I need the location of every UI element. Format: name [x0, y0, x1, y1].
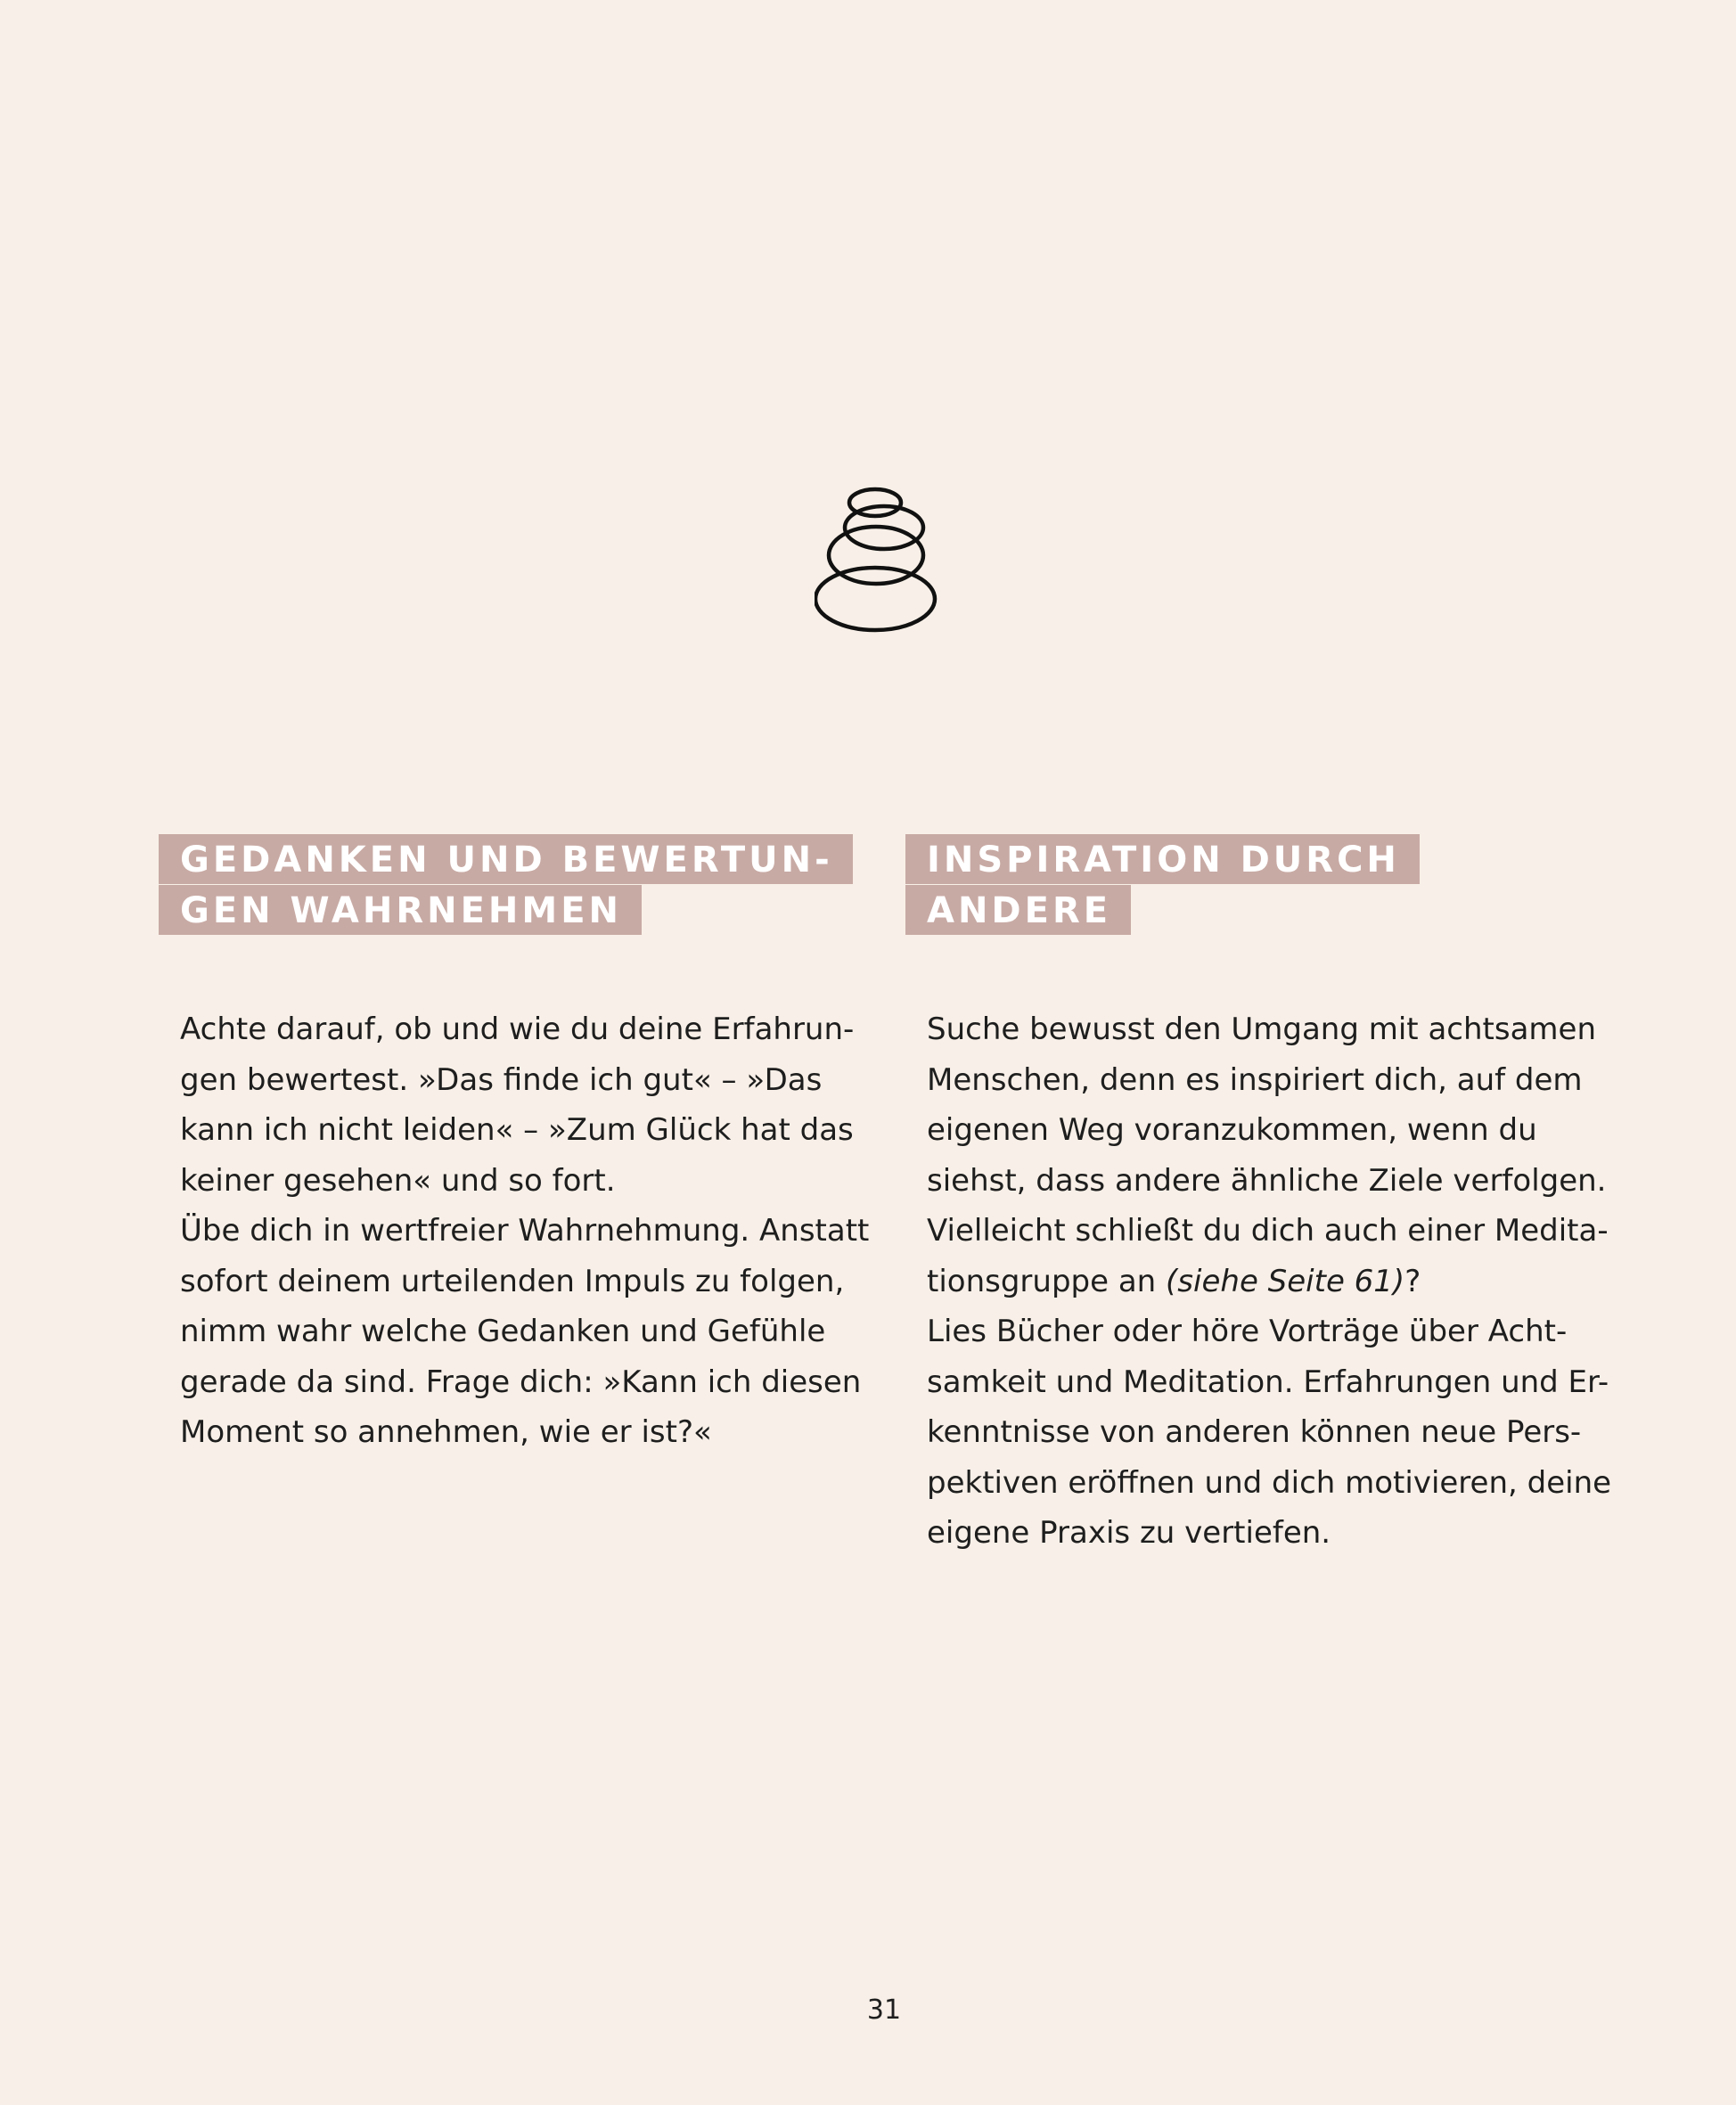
text-line: gerade da sind. Frage dich: »Kann ich diesen	[180, 1364, 862, 1400]
text-segment: tionsgruppe an	[927, 1263, 1167, 1299]
text-line: eigenen Weg voranzukommen, wenn du	[927, 1112, 1537, 1148]
text-line: keiner gesehen« und so fort.	[180, 1162, 616, 1199]
right-heading	[905, 834, 1601, 936]
text-line: kann ich nicht leiden« – »Zum Glück hat das	[180, 1112, 854, 1148]
text-line	[927, 1257, 1611, 1307]
right-paragraph	[905, 1004, 1611, 1559]
left-paragraph	[159, 1004, 869, 1458]
text-line: samkeit und Meditation. Erfahrungen und Er-	[927, 1364, 1609, 1400]
right-heading-line-1: INSPIRATION DURCH	[905, 834, 1420, 884]
stacked-stones-icon	[815, 483, 948, 636]
text-line: Lies Bücher oder höre Vorträge über Acht-	[927, 1314, 1568, 1349]
text-segment: ?	[1404, 1263, 1421, 1299]
page-number: 31	[866, 1994, 902, 2026]
left-heading	[159, 834, 833, 936]
text-line: nimm wahr welche Gedanken und Gefühle	[180, 1314, 826, 1349]
text-line: kenntnisse von anderen können neue Pers-	[927, 1414, 1582, 1450]
text-line: Moment so annehmen, wie er ist?«	[180, 1414, 712, 1450]
text-line: eigene Praxis zu vertiefen.	[927, 1515, 1331, 1551]
text-line: Suche bewusst den Umgang mit achtsamen	[927, 1012, 1596, 1047]
text-line: Achte darauf, ob und wie du deine Erfahrun-	[180, 1012, 855, 1047]
text-line: gen bewertest. »Das finde ich gut« – »Das	[180, 1061, 823, 1098]
right-heading-line-2: ANDERE	[905, 885, 1131, 935]
right-column	[905, 834, 1612, 1551]
left-heading-line-1: GEDANKEN UND BEWERTUN-	[159, 834, 853, 884]
text-line: sofort deinem urteilenden Impuls zu folgen,	[180, 1263, 845, 1299]
left-column	[159, 834, 870, 1450]
text-line: Vielleicht schließt du dich auch einer Medita-	[927, 1213, 1609, 1249]
text-line: Menschen, denn es inspiriert dich, auf dem	[927, 1061, 1583, 1098]
text-line: siehst, dass andere ähnliche Ziele verfolgen.	[927, 1162, 1607, 1199]
text-line: Übe dich in wertfreier Wahrnehmung. Anstatt	[180, 1213, 870, 1249]
text-line: pektiven eröffnen und dich motivieren, deine	[927, 1464, 1612, 1501]
page-reference: (siehe Seite 61)	[1166, 1263, 1405, 1299]
left-heading-line-2: GEN WAHRNEHMEN	[159, 885, 642, 935]
